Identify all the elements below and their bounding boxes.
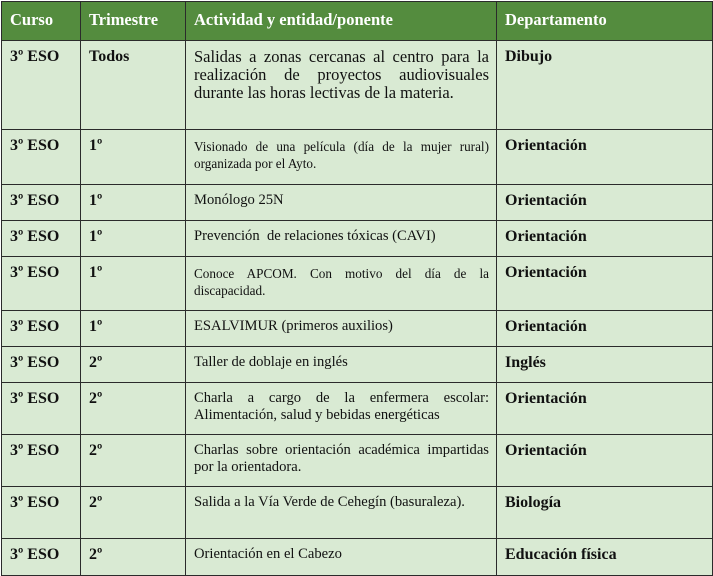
cell-departamento: Orientación bbox=[497, 383, 713, 435]
table-row bbox=[2, 383, 713, 435]
table-row bbox=[2, 185, 713, 221]
cell-curso: 3º ESO bbox=[2, 311, 81, 347]
cell-departamento: Orientación bbox=[497, 185, 713, 221]
cell-departamento: Orientación bbox=[497, 257, 713, 311]
cell-trimestre: 2º bbox=[81, 435, 186, 487]
cell-trimestre: 2º bbox=[81, 487, 186, 539]
cell-departamento: Biología bbox=[497, 487, 713, 539]
cell-curso: 3º ESO bbox=[2, 221, 81, 257]
cell-departamento: Orientación bbox=[497, 435, 713, 487]
cell-actividad: Charla a cargo de la enfermera escolar: Alimentación, salud y bebidas energéticas bbox=[186, 383, 497, 435]
table-row bbox=[2, 221, 713, 257]
cell-trimestre: 1º bbox=[81, 130, 186, 185]
cell-curso: 3º ESO bbox=[2, 539, 81, 576]
cell-trimestre: 1º bbox=[81, 185, 186, 221]
cell-departamento: Dibujo bbox=[497, 41, 713, 130]
cell-actividad: Visionado de una película (día de la mujer rural) organizada por el Ayto. bbox=[186, 130, 497, 185]
table-row bbox=[2, 311, 713, 347]
cell-curso: 3º ESO bbox=[2, 383, 81, 435]
cell-actividad: Prevención de relaciones tóxicas (CAVI) bbox=[186, 221, 497, 257]
header-trimestre: Trimestre bbox=[81, 2, 186, 41]
table-row bbox=[2, 257, 713, 311]
cell-actividad: Monólogo 25N bbox=[186, 185, 497, 221]
header-curso: Curso bbox=[2, 2, 81, 41]
cell-trimestre: 1º bbox=[81, 221, 186, 257]
cell-curso: 3º ESO bbox=[2, 41, 81, 130]
cell-actividad: Salidas a zonas cercanas al centro para la realización de proyectos audiovisuales durante las horas lectivas de la materia. bbox=[186, 41, 497, 130]
cell-actividad: ESALVIMUR (primeros auxilios) bbox=[186, 311, 497, 347]
header-row bbox=[2, 2, 713, 41]
cell-actividad: Salida a la Vía Verde de Cehegín (basuraleza). bbox=[186, 487, 497, 539]
cell-curso: 3º ESO bbox=[2, 347, 81, 383]
cell-trimestre: 2º bbox=[81, 539, 186, 576]
cell-actividad: Orientación en el Cabezo bbox=[186, 539, 497, 576]
cell-trimestre: 2º bbox=[81, 347, 186, 383]
table-row bbox=[2, 347, 713, 383]
header-departamento: Departamento bbox=[497, 2, 713, 41]
cell-actividad: Charlas sobre orientación académica impartidas por la orientadora. bbox=[186, 435, 497, 487]
cell-departamento: Orientación bbox=[497, 130, 713, 185]
activities-table bbox=[1, 1, 713, 576]
cell-curso: 3º ESO bbox=[2, 487, 81, 539]
cell-curso: 3º ESO bbox=[2, 257, 81, 311]
cell-departamento: Inglés bbox=[497, 347, 713, 383]
cell-actividad: Taller de doblaje en inglés bbox=[186, 347, 497, 383]
table-row bbox=[2, 539, 713, 576]
table-row bbox=[2, 130, 713, 185]
table-row bbox=[2, 41, 713, 130]
cell-departamento: Orientación bbox=[497, 311, 713, 347]
cell-departamento: Orientación bbox=[497, 221, 713, 257]
cell-departamento: Educación física bbox=[497, 539, 713, 576]
cell-trimestre: Todos bbox=[81, 41, 186, 130]
cell-trimestre: 1º bbox=[81, 257, 186, 311]
cell-curso: 3º ESO bbox=[2, 185, 81, 221]
table-row bbox=[2, 487, 713, 539]
header-actividad: Actividad y entidad/ponente bbox=[186, 2, 497, 41]
cell-actividad: Conoce APCOM. Con motivo del día de la discapacidad. bbox=[186, 257, 497, 311]
cell-curso: 3º ESO bbox=[2, 130, 81, 185]
cell-curso: 3º ESO bbox=[2, 435, 81, 487]
cell-trimestre: 2º bbox=[81, 383, 186, 435]
cell-trimestre: 1º bbox=[81, 311, 186, 347]
table-row bbox=[2, 435, 713, 487]
